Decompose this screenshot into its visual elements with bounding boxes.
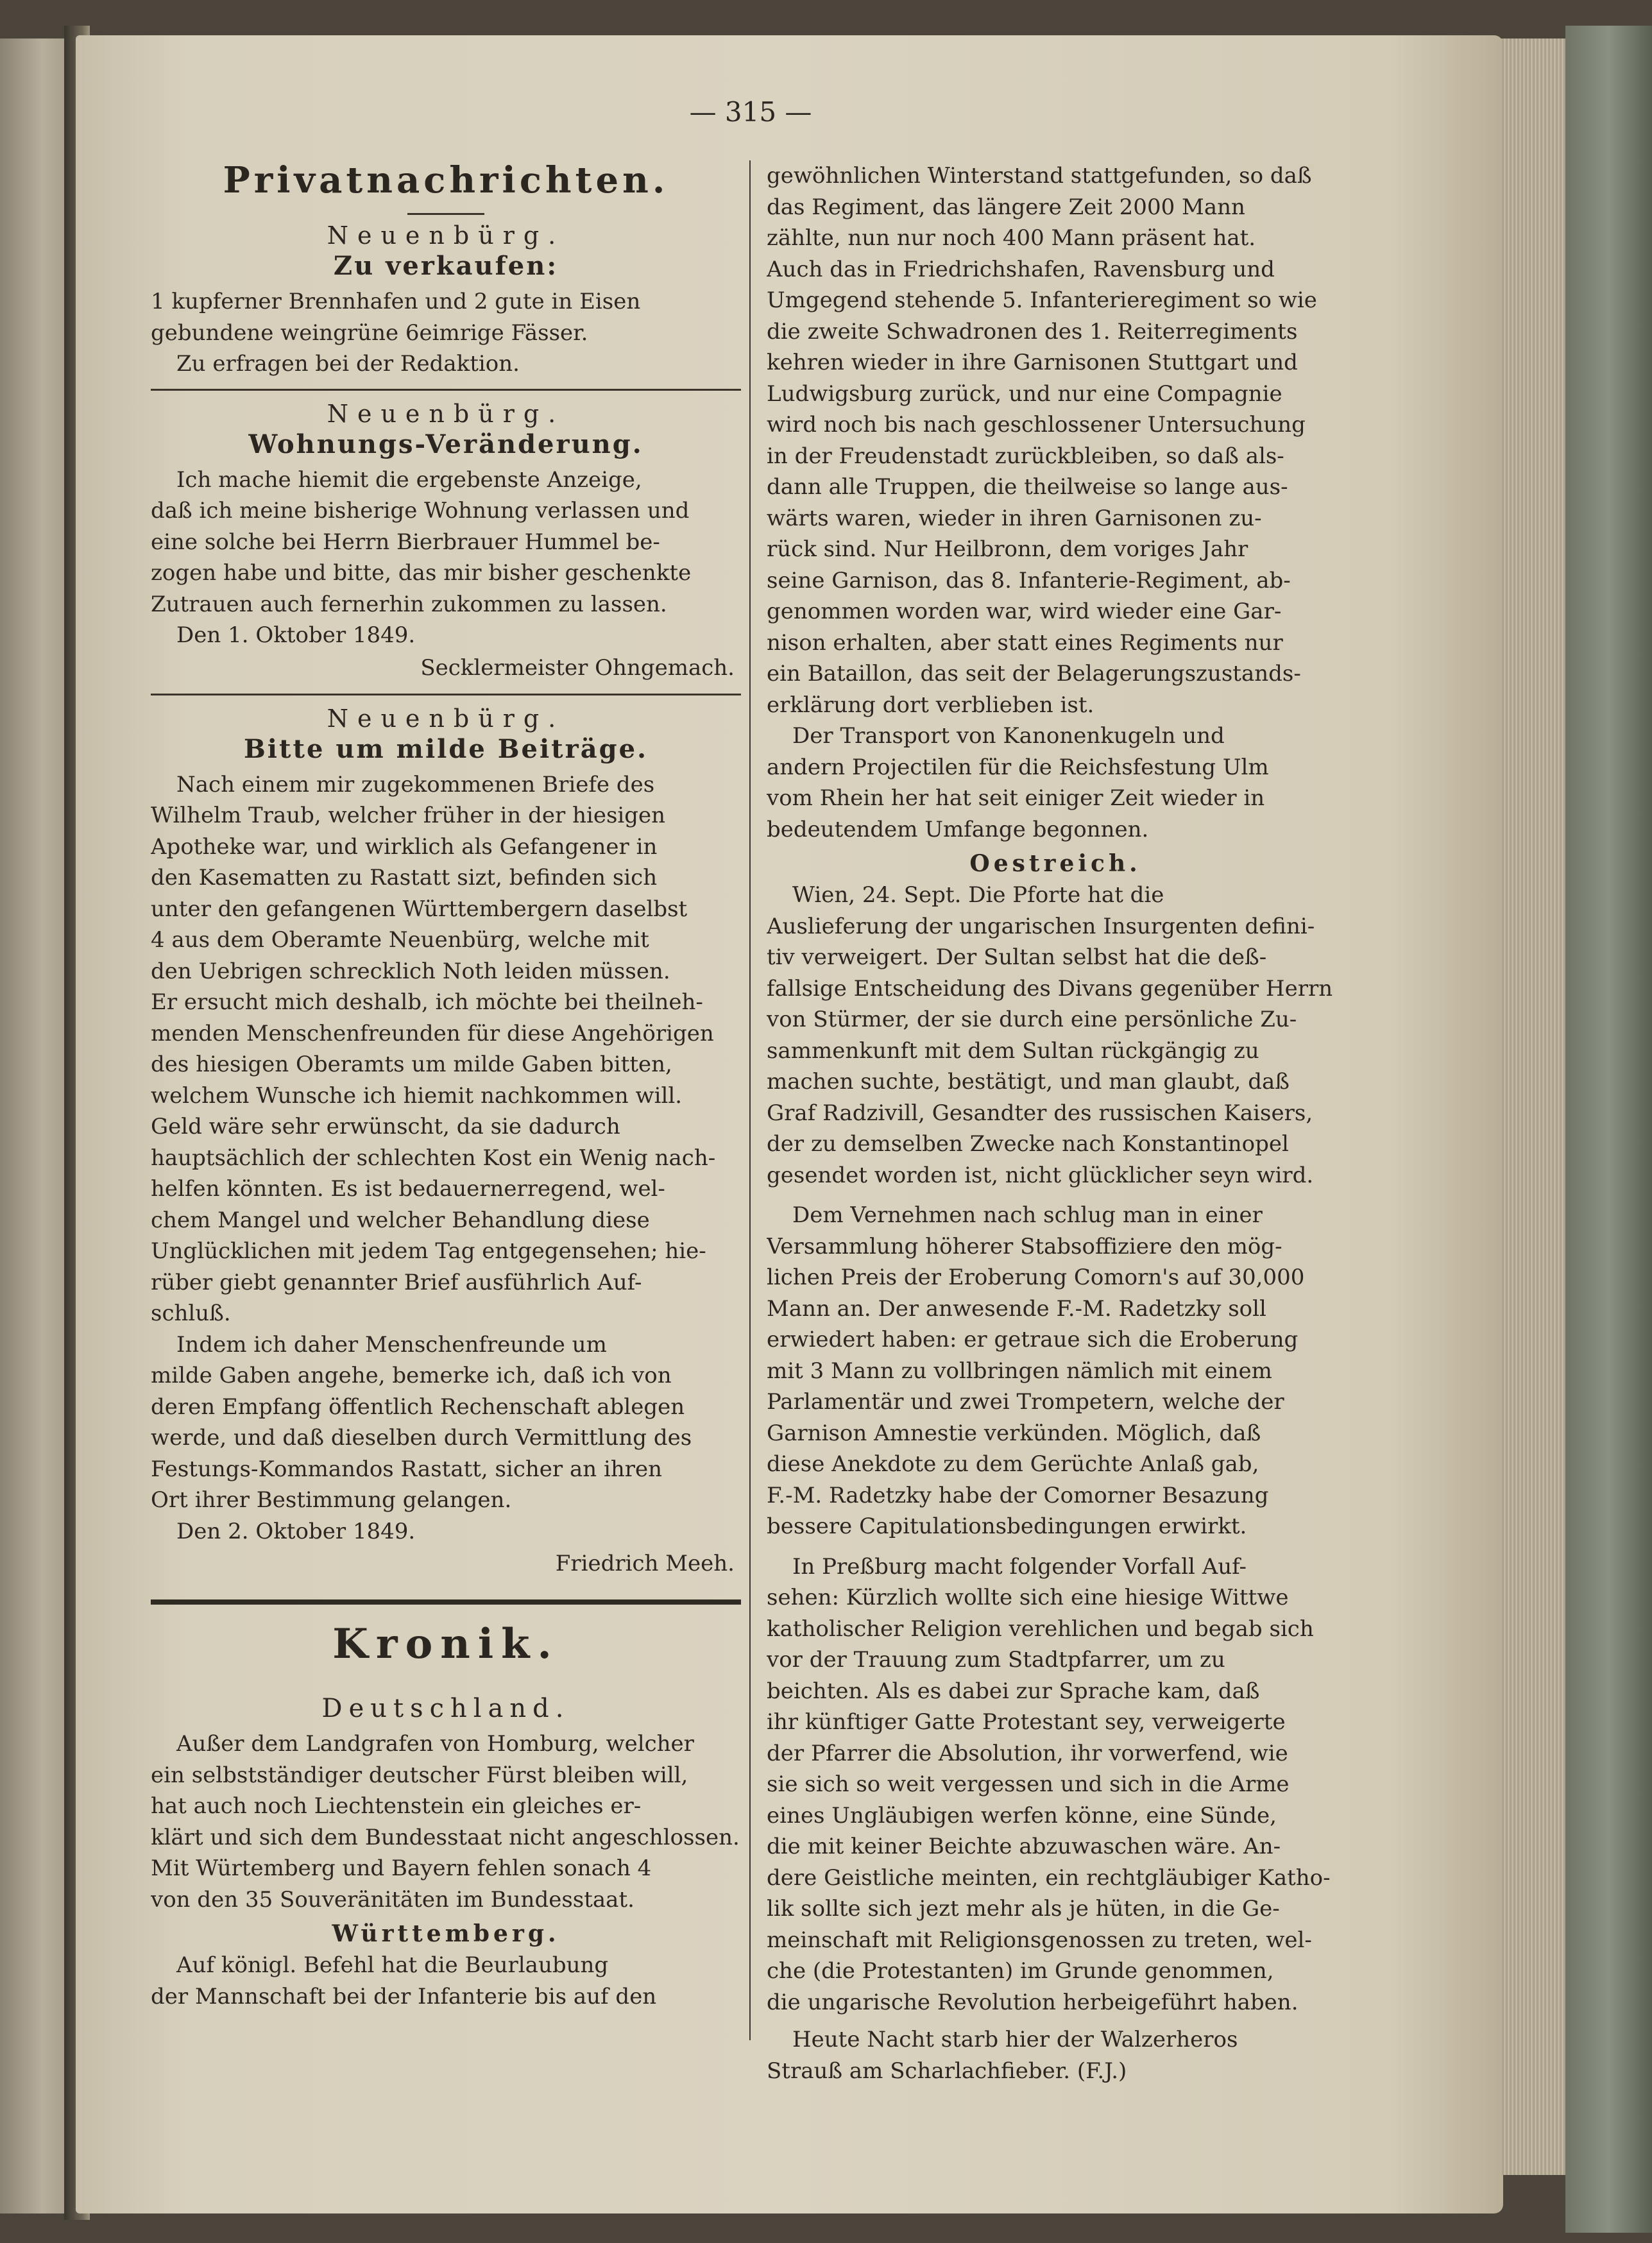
article-line: hat auch noch Liechtenstein ein gleiches er- (151, 1793, 642, 1819)
article-line: Der Transport von Kanonenkugeln und (792, 723, 1225, 749)
article-line: ein Bataillon, das seit der Belagerungszustands- (767, 661, 1301, 687)
article-line: andern Projectilen für die Reichsfestung Ulm (767, 754, 1269, 780)
page-number: — 315 — (689, 96, 812, 128)
article-line: klärt und sich dem Bundesstaat nicht angeschlossen. (151, 1824, 740, 1850)
article-line: genommen worden war, wird wieder eine Gar- (767, 599, 1282, 624)
article-line: lik sollte sich jezt mehr als je hüten, in die Ge- (767, 1896, 1280, 1922)
ad-line: zogen habe und bitte, das mir bisher geschenkte (151, 560, 692, 586)
ad-line: Zu erfragen bei der Redaktion. (176, 351, 520, 377)
article-line: rück sind. Nur Heilbronn, dem voriges Jahr (767, 536, 1248, 562)
ad-line: schluß. (151, 1301, 231, 1326)
ad-headline: Zu verkaufen: (333, 251, 559, 281)
article-line: Umgegend stehende 5. Infanterieregiment so wie (767, 287, 1317, 313)
ad-line: Indem ich daher Menschenfreunde um (176, 1331, 607, 1358)
article-line: sie sich so weit vergessen und sich in die Arme (767, 1771, 1290, 1797)
article-line: Wien, 24. Sept. Die Pforte hat die (792, 882, 1164, 908)
article-line: tiv verweigert. Der Sultan selbst hat die deß- (767, 944, 1267, 970)
article-line: gewöhnlichen Winterstand stattgefunden, so daß (767, 163, 1312, 189)
ad-line: Ich mache hiemit die ergebenste Anzeige, (176, 466, 642, 493)
ad-line: Er ersucht mich deshalb, ich möchte bei theilneh- (151, 989, 703, 1015)
article-line: Auf königl. Befehl hat die Beurlaubung (176, 1952, 609, 1978)
ad-wohnungs-veraenderung (151, 400, 741, 685)
article-line: fallsige Entscheidung des Divans gegenüber Herrn (767, 975, 1333, 1002)
section-title-private: Privatnachrichten. (223, 159, 669, 201)
ad-line: des hiesigen Oberamts um milde Gaben bitten, (151, 1052, 672, 1077)
title-rule (407, 213, 484, 215)
left-page-edge (0, 38, 71, 2213)
article-line: seine Garnison, das 8. Infanterie-Regiment, ab- (767, 567, 1291, 593)
ad-line: daß ich meine bisherige Wohnung verlassen und (151, 498, 690, 524)
article-line: von Stürmer, der sie durch eine persönliche Zu- (767, 1007, 1297, 1032)
ad-place: Neuenbürg. (327, 399, 565, 428)
ad-separator (151, 389, 741, 391)
ad-line: menden Menschenfreunden für diese Angehörigen (151, 1020, 714, 1046)
ad-line: helfen könnten. Es ist bedauernerregend, wel- (151, 1176, 665, 1202)
article-line: wird noch bis nach geschlossener Untersuchung (767, 412, 1306, 438)
ad-line: Geld wäre sehr erwünscht, da sie dadurch (151, 1114, 620, 1139)
article-line: vom Rhein her hat seit einiger Zeit wieder in (767, 785, 1265, 811)
article-line: machen suchte, bestätigt, und man glaubt, daß (767, 1069, 1290, 1095)
article-line: nison erhalten, aber statt eines Regiments nur (767, 629, 1283, 656)
article-line: mit 3 Mann zu vollbringen nämlich mit einem (767, 1358, 1272, 1384)
section-wuerttemberg: Württemberg. (332, 1920, 560, 1947)
ad-place: Neuenbürg. (327, 704, 565, 733)
left-column (151, 154, 741, 2012)
article-line: der Pfarrer die Absolution, ihr vorwerfend, wie (767, 1740, 1288, 1766)
article-line: zählte, nun nur noch 400 Mann präsent hat. (767, 225, 1256, 251)
article-line: beichten. Als es dabei zur Sprache kam, daß (767, 1678, 1260, 1704)
book-cover (1565, 26, 1652, 2233)
article-line: bedeutendem Umfange begonnen. (767, 816, 1149, 842)
article-line: In Preßburg macht folgender Vorfall Auf- (792, 1553, 1247, 1580)
article-line: Auch das in Friedrichshafen, Ravensburg und (767, 256, 1275, 282)
article-line: Parlamentär und zwei Trompetern, welche der (767, 1389, 1284, 1415)
article-line: die ungarische Revolution herbeigeführt haben. (767, 1989, 1299, 2015)
article-line: Auslieferung der ungarischen Insurgenten defini- (767, 913, 1315, 939)
article-line: lichen Preis der Eroberung Comorn's auf 30,000 (767, 1265, 1305, 1290)
right-column (767, 160, 1344, 2086)
article-line: wärts waren, wieder in ihren Garnisonen zu- (767, 505, 1262, 531)
article-line: katholischer Religion verehlichen und begab sich (767, 1616, 1314, 1642)
article-line: erklärung dort verblieben ist. (767, 692, 1094, 718)
article-line: bessere Capitulationsbedingungen erwirkt. (767, 1514, 1247, 1539)
article-line: die mit keiner Beichte abzuwaschen wäre. An- (767, 1834, 1281, 1859)
article-line: meinschaft mit Religionsgenossen zu treten, wel- (767, 1927, 1312, 1953)
article-line: Versammlung höherer Stabsoffiziere den mög- (767, 1233, 1282, 1259)
article-line: der Mannschaft bei der Infanterie bis auf den (151, 1983, 657, 2009)
ad-line: den Kasematten zu Rastatt sizt, befinden sich (151, 865, 658, 891)
article-line: Garnison Amnestie verkünden. Möglich, daß (767, 1420, 1261, 1446)
ad-line: eine solche bei Herrn Bierbrauer Hummel be- (151, 529, 660, 555)
article-line: Graf Radzivill, Gesandter des russischen Kaisers, (767, 1100, 1313, 1126)
article-line: erwiedert haben: er getraue sich die Eroberung (767, 1327, 1299, 1352)
ad-line: hauptsächlich der schlechten Kost ein Wenig nach- (151, 1145, 716, 1171)
article-line: che (die Protestanten) im Grunde genommen, (767, 1958, 1274, 1984)
article-line: Außer dem Landgrafen von Homburg, welcher (176, 1731, 694, 1757)
ad-bitte-um-milde-beitraege (151, 704, 741, 1581)
ad-line: 1 kupferner Brennhafen und 2 gute in Eisen (151, 289, 641, 314)
ad-line: chem Mangel und welcher Behandlung diese (151, 1207, 650, 1233)
article-line: diese Anekdote zu dem Gerüchte Anlaß gab, (767, 1451, 1259, 1477)
section-oestreich: Oestreich. (969, 850, 1141, 877)
ad-line: Festungs-Kommandos Rastatt, sicher an ihren (151, 1456, 662, 1482)
article-line: sehen: Kürzlich wollte sich eine hiesige Wittwe (767, 1585, 1289, 1610)
ad-zu-verkaufen (151, 221, 741, 380)
article-line: dann alle Truppen, die theilweise so lange aus- (767, 474, 1288, 500)
article-line: ihr künftiger Gatte Protestant sey, verweigerte (767, 1709, 1286, 1735)
kronik-separator (151, 1599, 741, 1605)
ad-signature: Secklermeister Ohngemach. (420, 654, 735, 681)
article-line: Mit Würtemberg und Bayern fehlen sonach 4 (151, 1855, 652, 1881)
ad-headline: Bitte um milde Beiträge. (244, 733, 648, 764)
article-line: in der Freudenstadt zurückbleiben, so daß als- (767, 443, 1284, 469)
kronik-title: Kronik. (332, 1620, 559, 1668)
ad-place: Neuenbürg. (327, 221, 565, 250)
article-line: vor der Trauung zum Stadtpfarrer, um zu (767, 1647, 1225, 1673)
article-line: Heute Nacht starb hier der Walzerheros (792, 2027, 1238, 2052)
ad-date: Den 2. Oktober 1849. (176, 1518, 416, 1544)
ad-line: Zutrauen auch fernerhin zukommen zu lassen. (151, 591, 667, 617)
ad-line: Ort ihrer Bestimmung gelangen. (151, 1487, 512, 1513)
ad-line: welchem Wunsche ich hiemit nachkommen will. (151, 1082, 683, 1109)
ad-line: den Uebrigen schrecklich Noth leiden müssen. (151, 958, 670, 984)
ad-line: deren Empfang öffentlich Rechenschaft ablegen (151, 1394, 685, 1420)
article-line: der zu demselben Zwecke nach Konstantinopel (767, 1131, 1289, 1157)
ad-line: Nach einem mir zugekommenen Briefe des (176, 771, 655, 797)
section-deutschland: Deutschland. (321, 1694, 570, 1723)
article-line: die zweite Schwadronen des 1. Reiterregiments (767, 318, 1298, 345)
ad-line: Unglücklichen mit jedem Tag entgegensehen; hie- (151, 1238, 706, 1264)
ad-line: gebundene weingrüne 6eimrige Fässer. (151, 320, 588, 346)
ad-line: werde, und daß dieselben durch Vermittlung des (151, 1425, 692, 1451)
ad-separator (151, 694, 741, 695)
article-line: F.-M. Radetzky habe der Comorner Besazung (767, 1482, 1269, 1508)
article-line: ein selbstständiger deutscher Fürst bleiben will, (151, 1762, 688, 1788)
article-line: kehren wieder in ihre Garnisonen Stuttgart und (767, 350, 1298, 375)
article-line: das Regiment, das längere Zeit 2000 Mann (767, 194, 1245, 220)
article-line: von den 35 Souveränitäten im Bundesstaat. (151, 1886, 634, 1913)
article-line: gesendet worden ist, nicht glücklicher seyn wird. (767, 1162, 1314, 1188)
article-line: Strauß am Scharlachfieber. (F.J.) (767, 2058, 1127, 2084)
ad-line: unter den gefangenen Württembergern daselbst (151, 896, 688, 922)
ad-headline: Wohnungs-Veränderung. (248, 429, 643, 459)
ad-line: Apotheke war, und wirklich als Gefangener in (151, 833, 658, 860)
ad-line: Wilhelm Traub, welcher früher in der hiesigen (151, 803, 666, 828)
article-line: eines Ungläubigen werfen könne, eine Sünde, (767, 1802, 1277, 1829)
article-line: Mann an. Der anwesende F.-M. Radetzky soll (767, 1295, 1266, 1322)
article-line: Dem Vernehmen nach schlug man in einer (792, 1202, 1263, 1228)
ad-line: 4 aus dem Oberamte Neuenbürg, welche mit (151, 927, 649, 953)
ad-date: Den 1. Oktober 1849. (176, 622, 416, 648)
article-line: sammenkunft mit dem Sultan rückgängig zu (767, 1037, 1259, 1064)
column-divider (749, 160, 751, 2040)
ad-line: milde Gaben angehe, bemerke ich, daß ich von (151, 1363, 672, 1388)
article-line: dere Geistliche meinten, ein rechtgläubiger Katho- (767, 1864, 1331, 1891)
ad-line: rüber giebt genannter Brief ausführlich Auf- (151, 1269, 642, 1295)
article-line: Ludwigsburg zurück, und nur eine Compagnie (767, 380, 1282, 407)
ad-signature: Friedrich Meeh. (555, 1551, 735, 1576)
